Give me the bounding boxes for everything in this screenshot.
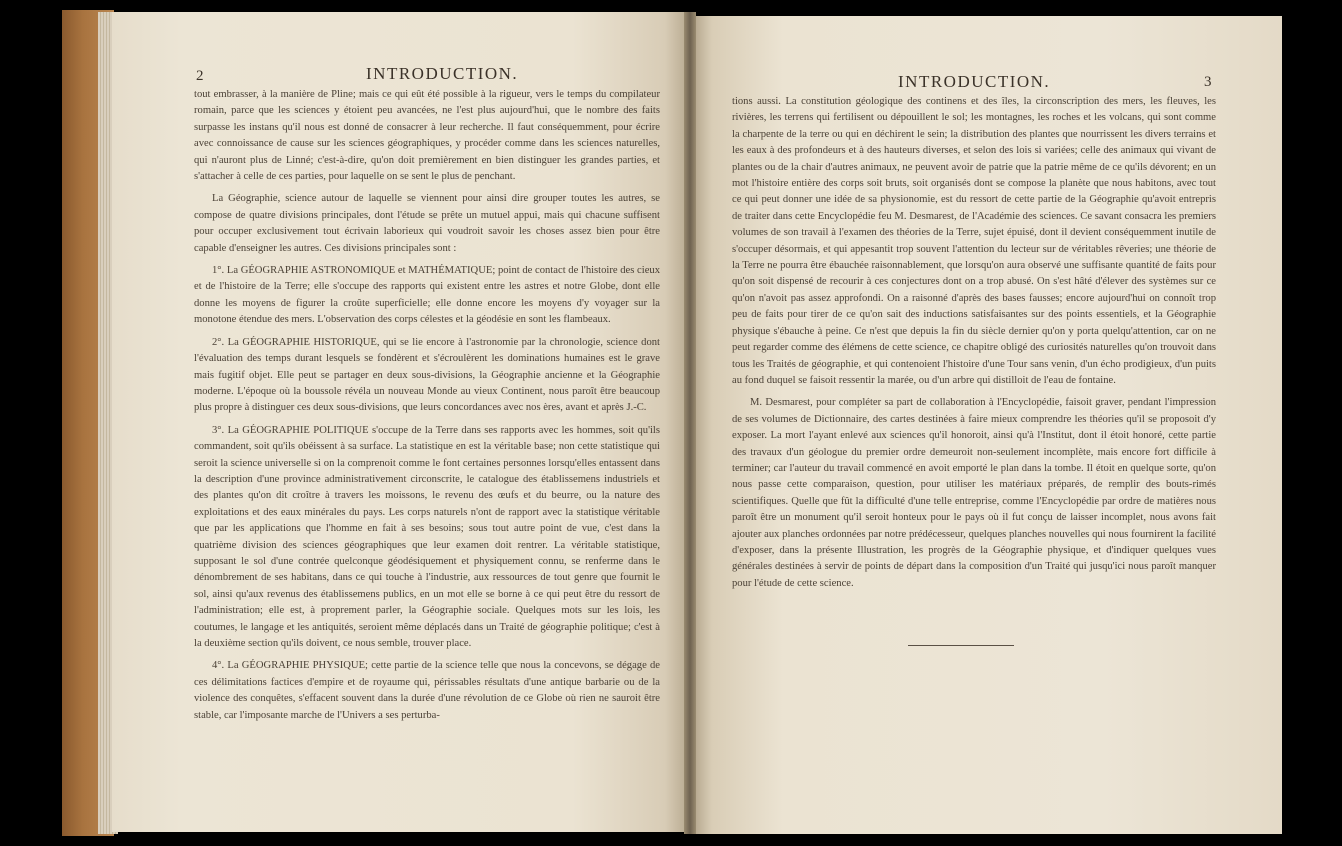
left-paragraph-2: La Géographie, science autour de laquelle se viennent pour ainsi dire grouper toutes les autres, se compose de quatre divisions principales, dont l'étude se prête un mutuel appui, mais qui chacune suffisent pour occuper exclusivement tout écrivain laborieux qui voudroit savoir les choses assez bien pour être capable d'enseigner les autres. Ces divisions principales sont :: [194, 193, 660, 254]
right-paragraph-1: tions aussi. La constitution géologique des continens et des îles, la circonscription des mers, les fleuves, les rivières, les terrens qui fertilisent ou dépouillent le sol; les montagnes, les roches et les volcans, qui sont comme la charpente de la terre ou qui en déchirent le sein; la distribution des plantes que nourrissent les divers terrains et les eaux à des profondeurs et à des hauteurs diverses, et selon des lois si variées; celle des animaux qui vivant de plantes ou de la chair d'autres animaux, ne peuvent avoir de patrie que la patrie même de ce qu'ils dévorent; en un mot l'histoire entière des corps soit bruts, soit organisés dont se compose la planète que nous habitons, avec tout ce qui peut donner une idée de sa physionomie, est du ressort de cette partie de la Géographie qu'avoit entrepris de traiter dans cette Encyclopédie feu M. Desmarest, de l'Académie des sciences. Ce savant consacra les premiers volumes de son travail à l'examen des théories de la Terre, sujet épuisé, dont il devient conséquemment inutile de s'occuper désormais, et qui appesantit trop souvent l'attention du lecteur sur de véritables rêveries; une théorie de la Terre ne pourra être ébauchée raisonnablement, que lorsqu'on aura observé une suffisante quantité de faits pour qu'on soit dispensé de recourir à ces conjectures dont on a trop abusé. On s'est hâté d'élever des systèmes sur ce qu'on n'avoit pas assez approfondi. On a raisonné d'après des bases fausses; encore aujourd'hui on connoît trop peu de faits pour tirer de ce qu'on sait des inductions satisfaisantes sur des points essentiels, et la Géographie physique s'ébauche à peine. Ce n'est que depuis la fin du siècle dernier qu'on y porta quelqu'attention, car on ne peut regarder comme des élémens de cette science, ce chapitre obligé des curiosités naturelles qu'on trouvoit dans tous les Traités de géographie, et qui contenoient l'histoire d'une Tour sans venin, d'un écho prodigieux, d'un puits au fond duquel se faisoit ressentir la marée, ou d'un arbre qui distilloit de l'eau de fontaine.: [732, 96, 1216, 386]
left-paragraph-1: tout embrasser, à la manière de Pline; mais ce qui eût été possible à la rigueur, vers le temps du compilateur romain, parce que les sciences y étoient peu avancées, ne l'est plus aujourd'hui, que le nombre des faits surpasse les instans qu'il nous est donné de consacrer à leur recherche. Il faut conséquemment, pour écrire avec connoissance de cause sur les sciences géographiques, y procéder comme dans les sciences naturelles, qui n'auront plus de Linné; c'est-à-dire, qu'on doit premièrement en bien distinguer les grandes parties, et s'attacher à celle de ces parties, pour laquelle on se sent le plus de penchant.: [194, 89, 660, 183]
book-gutter: [684, 12, 696, 834]
left-page-number: 2: [196, 68, 204, 84]
right-page-text: [732, 94, 1216, 592]
left-paragraph-4: 2°. La GÉOGRAPHIE HISTORIQUE, qui se lie encore à l'astronomie par la chronologie, science dont l'évaluation des temps durant lesquels se fondèrent et s'écroulèrent les dominations humaines est le grave mais fugitif objet. Elle peut se partager en deux sous-divisions, la Géographie ancienne et la Géographie moderne. L'époque où la boussole révéla un nouveau Monde au vieux Continent, nous paroît être beaucoup plus propre à distinguer ces deux sous-divisions, que leurs concordances avec nos ères, avant et après J.-C.: [194, 336, 660, 414]
left-paragraph-5: 3°. La GÉOGRAPHIE POLITIQUE s'occupe de la Terre dans ses rapports avec les hommes, soit qu'ils commandent, soit qu'ils obéissent à sa surface. La statistique en est la véritable base; non cette statistique qui seroit la science universelle si on la comprenoit comme le font certaines personnes lorsqu'elles entassent dans la description d'une province administrativement circonscrite, le catalogue des établissemens industriels et des plantes qu'on dit croître à travers les moissons, le revenu des œufs et du beurre, ou la nature des exploitations et des eaux minérales du pays. Les corps naturels n'ont de rapport avec la statistique véritable que par les applications que l'homme en fait à ses besoins; sous tout autre point de vue, c'est dans la quatrième division des sciences géographiques que leur examen doit rentrer. La véritable statistique, supposant le sol d'une contrée quelconque géodésiquement et physiquement connu, se renferme dans le dénombrement de ses habitans, dans ce qui touche à l'industrie, aux ressources de tout genre que fournit le sol, ainsi qu'aux revenus des établissemens publics, en un mot elle se borne à ce qui peut être du ressort de l'administration; elle est, à proprement parler, la Géographie sociale. Quelques mots sur les lois, les coutumes, le langage et les antiquités, seroient même déplacés dans un Traité de géographie politique; c'est à la deuxième section qu'ils doivent, ce nous semble, trouver place.: [194, 424, 660, 649]
left-paragraph-6: 4°. La GÉOGRAPHIE PHYSIQUE; cette partie de la science telle que nous la concevons, se dégage de ces délimitations factices d'empire et de royaume qui, périssables résultats d'une antique barbarie ou de la violence des conquêtes, s'effacent souvent dans la durée d'une révolution de ce Globe où rien ne sauroit être stable, car l'imposante marche de l'Univers a ses perturba-: [194, 660, 660, 721]
left-page-text: [194, 87, 660, 724]
right-running-head: INTRODUCTION.: [898, 72, 1051, 91]
left-running-head: INTRODUCTION.: [366, 64, 519, 83]
left-paragraph-3: 1°. La GÉOGRAPHIE ASTRONOMIQUE et MATHÉMATIQUE; point de contact de l'histoire des cieux et de l'histoire de la Terre; elle s'occupe des rapports qui existent entre les astres et notre Globe, dont elle donne les moyens de figurer la croûte superficielle; elle donne encore les moyens d'y voyager sur la monotone étendue des mers. L'observation des corps célestes et la géodésie en sont les flambeaux.: [194, 265, 660, 326]
right-paragraph-2: M. Desmarest, pour compléter sa part de collaboration à l'Encyclopédie, faisoit graver, pendant l'impression de ses volumes de Dictionnaire, des cartes destinées à faire mieux comprendre les théories qu'il se proposoit d'y exposer. La mort l'ayant enlevé aux sciences qu'il honoroit, ainsi qu'à l'Institut, dont il étoit honoré, cette partie des travaux d'un géologue du premier ordre demeuroit non-seulement incomplète, mais encore fort difficile à terminer; car l'auteur du travail commencé en avoit emporté le plan dans la tombe. Il étoit en quelque sorte, qu'on nous passe cette comparaison, question, pour utiliser les matériaux préparés, de remplir des bouts-rimés scientifiques. Quelle que fût la difficulté d'une telle entreprise, comme l'Encyclopédie par ordre de matières nous paroît être un monument qu'il seroit honteux pour le pays où il fut conçu de laisser incomplet, nous avons fait ajouter aux planches ordonnées par notre prédécesseur, quelques planches nouvelles qui nous fournirent la facilité d'exposer, dans la présente Illustration, les progrès de la Géographie physique, et d'indiquer quelques vues générales destinées à servir de points de départ dans la composition d'un Traité qui jusqu'ici nous paroît manquer pour l'étude de cette science.: [732, 397, 1216, 589]
right-page-number: 3: [1204, 74, 1212, 90]
end-rule: [908, 645, 1014, 646]
